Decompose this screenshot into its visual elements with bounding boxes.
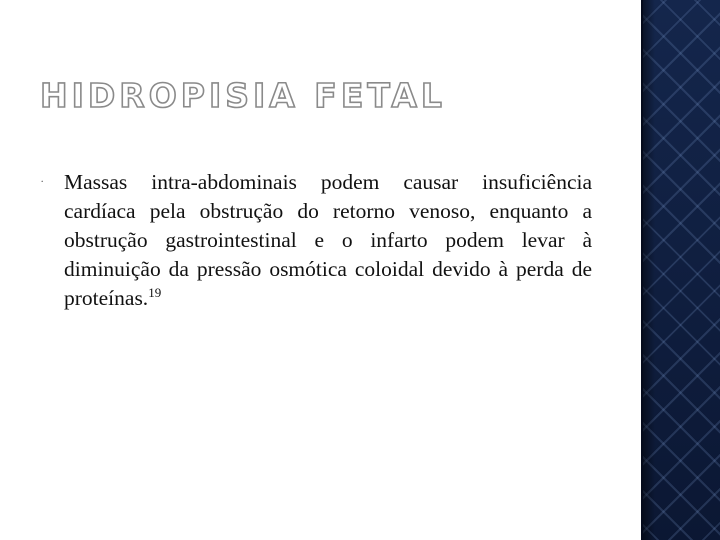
reference-superscript: 19	[148, 284, 162, 300]
side-panel-edge	[641, 0, 643, 540]
bullet-marker: ˙	[40, 177, 45, 192]
bullet-item	[40, 168, 592, 313]
slide-content	[40, 168, 592, 313]
bullet-text: Massas intra-abdominais podem causar insuficiência cardíaca pela obstrução do retorno venoso, enquanto a obstrução gastrointestinal e o infarto podem levar à diminuição da pressão osmótica coloidal devido à perda de proteínas.	[64, 170, 592, 310]
decorative-side-panel	[641, 0, 720, 540]
slide-title: HIDROPISIA FETAL	[40, 76, 446, 115]
bullet-paragraph	[64, 168, 592, 313]
